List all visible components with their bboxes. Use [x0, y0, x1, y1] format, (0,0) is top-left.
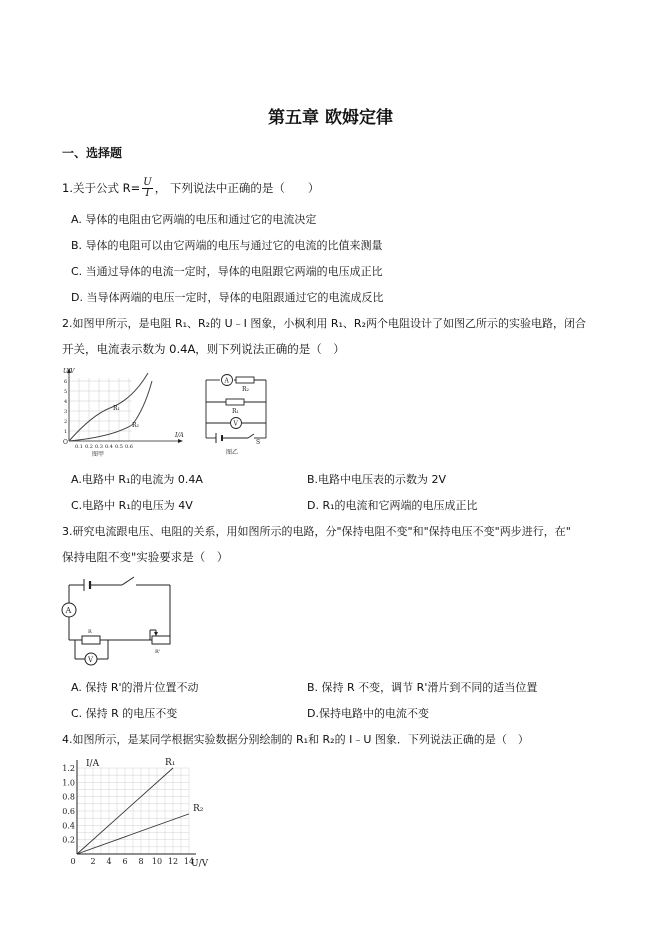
- q1-option-a[interactable]: A. 导体的电阻由它两端的电压和通过它的电流决定: [71, 213, 317, 226]
- x-tick: 0.2: [85, 444, 93, 450]
- slider-arrow-icon: [154, 632, 158, 636]
- q3-figure: [60, 573, 176, 668]
- question-2-line1: 2.如图甲所示，是电阻 R₁、R₂的 U﹣I 图象，小枫利用 R₁、R₂两个电阻设计了如图乙所示的实验电路，闭合: [62, 317, 586, 330]
- y-tick-label: 1.2: [62, 764, 75, 773]
- y-tick: 3: [64, 409, 68, 415]
- x-tick: 0.6: [125, 444, 133, 450]
- y-tick-label: 0.4: [62, 821, 75, 831]
- chart-grid: [77, 768, 189, 854]
- x-tick-label: 4: [106, 857, 112, 866]
- q1-option-c[interactable]: C. 当通过导体的电流一定时，导体的电阻跟它两端的电压成正比: [71, 265, 383, 278]
- figure-caption: 图甲: [92, 451, 105, 458]
- q1-stem-after: ， 下列说法中正确的是（ ）: [154, 181, 320, 195]
- voltmeter-label: V: [88, 656, 94, 664]
- x-tick: 0.1: [75, 444, 83, 450]
- q1-option-b[interactable]: B. 导体的电阻可以由它两端的电压与通过它的电流的比值来测量: [71, 239, 383, 252]
- fraction-numerator: U: [143, 177, 152, 188]
- q3-option-d[interactable]: D.保持电路中的电流不变: [307, 707, 429, 720]
- q1-stem-before: 1.关于公式 R=: [62, 181, 141, 195]
- formula-fraction: [142, 178, 152, 199]
- x-tick-label: 2: [90, 857, 96, 866]
- q2-figure-yi: [200, 368, 272, 456]
- r2-label: R₂: [132, 422, 139, 429]
- x-tick-label: 14: [183, 857, 195, 866]
- y-tick-label: 0.6: [62, 807, 75, 816]
- figure-caption: 图乙: [226, 449, 239, 456]
- y-tick: 2: [64, 419, 68, 425]
- question-4-line1: 4.如图所示，是某同学根据实验数据分别绘制的 R₁和 R₂的 I﹣U 图象．下列说法正确的是（ ）: [62, 733, 529, 746]
- y-axis-label: U/V: [63, 368, 75, 375]
- x-tick-label: 10: [151, 857, 163, 866]
- voltmeter-label: V: [233, 420, 238, 428]
- q2-option-d[interactable]: D. R₁的电流和它两端的电压成正比: [307, 499, 478, 512]
- question-3-line1: 3.研究电流跟电压、电阻的关系，用如图所示的电路，分"保持电阻不变"和"保持电压不变"两步进行，在": [62, 525, 571, 538]
- q2-figure-jia: [62, 365, 192, 457]
- y-axis-label: I/A: [86, 759, 100, 769]
- q2-option-b[interactable]: B.电路中电压表的示数为 2V: [307, 473, 447, 486]
- q2-option-c[interactable]: C.电路中 R₁的电压为 4V: [71, 499, 193, 512]
- y-tick-label: 0.8: [62, 792, 75, 802]
- q1-option-d[interactable]: D. 当导体两端的电压一定时，导体的电阻跟通过它的电流成反比: [71, 291, 384, 304]
- q3-option-c[interactable]: C. 保持 R 的电压不变: [71, 707, 178, 720]
- x-tick: 0.4: [105, 444, 113, 450]
- question-2-line2: 开关，电流表示数为 0.4A，则下列说法正确的是（ ）: [62, 342, 345, 356]
- q4-chart: [58, 754, 208, 872]
- y-tick: 4: [64, 399, 68, 405]
- section-heading: 一、选择题: [62, 146, 123, 160]
- question-1-stem: [62, 178, 319, 199]
- switch-label: S: [256, 439, 261, 446]
- y-tick-label: 1.0: [62, 778, 75, 788]
- page-title: 第五章 欧姆定律: [268, 108, 393, 128]
- x-axis-label: U/V: [191, 859, 209, 869]
- x-tick-label: 12: [167, 857, 179, 866]
- fraction-denominator: I: [145, 188, 150, 199]
- question-3-line2: 保持电阻不变"实验要求是（ ）: [62, 550, 229, 564]
- series-label-1: R₁: [165, 758, 176, 768]
- q2-option-a[interactable]: A.电路中 R₁的电流为 0.4A: [71, 473, 203, 486]
- y-tick: 6: [64, 379, 68, 385]
- q3-option-b[interactable]: B. 保持 R 不变，调节 R'滑片到不同的适当位置: [307, 681, 538, 694]
- ammeter-label: A: [224, 377, 229, 385]
- x-axis-arrow: [178, 439, 183, 443]
- r2-label: R₂: [242, 386, 249, 393]
- x-tick-label: 6: [122, 857, 128, 866]
- x-tick: 0.3: [95, 444, 103, 450]
- resistor-label: R: [88, 629, 92, 635]
- r1-label: R₁: [113, 405, 120, 412]
- q3-option-a[interactable]: A. 保持 R'的滑片位置不动: [71, 681, 199, 694]
- y-tick: 5: [64, 389, 68, 395]
- x-axis-label: I/A: [175, 432, 184, 439]
- x-tick-label: 8: [138, 857, 144, 866]
- origin-label: 0: [70, 857, 76, 866]
- y-tick: 1: [64, 429, 68, 435]
- y-tick-label: 0.2: [62, 835, 75, 845]
- x-tick: 0.5: [115, 444, 123, 450]
- chart-labels-group: [62, 758, 208, 869]
- series-label-2: R₂: [193, 803, 204, 814]
- r1-label: R₁: [232, 408, 239, 415]
- origin-label: O: [63, 439, 68, 446]
- rheostat-label: R': [155, 649, 161, 655]
- ammeter-label: A: [65, 606, 72, 615]
